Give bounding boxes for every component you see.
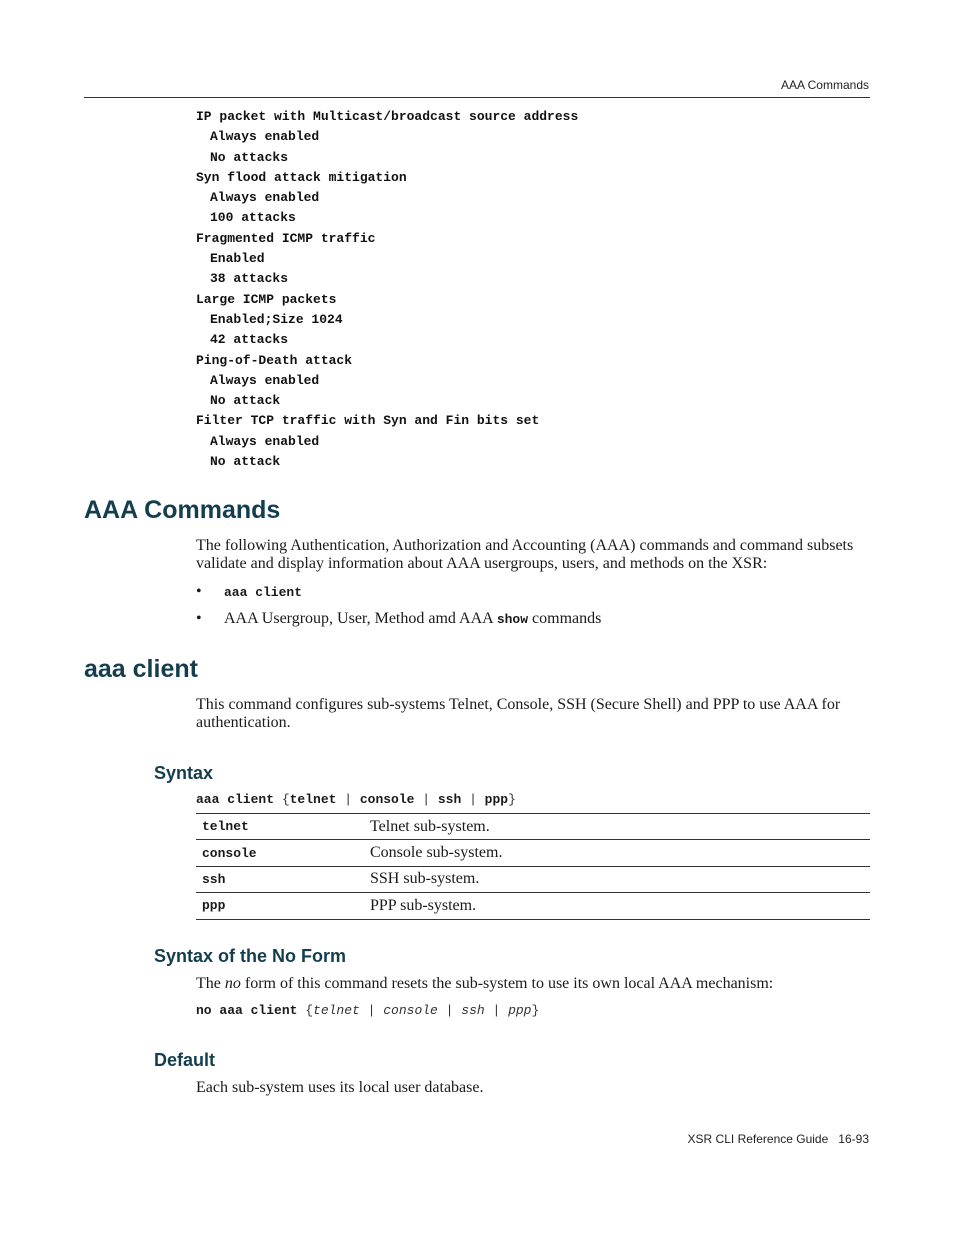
bullet-item-show-commands <box>196 610 601 628</box>
syntax-option: telnet <box>289 792 337 807</box>
syntax-brace: } <box>508 792 516 807</box>
no-form-option: console <box>383 1003 438 1018</box>
header-rule <box>84 97 870 98</box>
table-row <box>196 840 870 866</box>
bullet-code: aaa client <box>224 585 303 600</box>
syntax-command: aaa client <box>196 792 275 807</box>
syntax-heading: Syntax <box>154 763 214 783</box>
no-form-command: no aaa client <box>196 1003 298 1018</box>
code-example-output <box>196 107 578 472</box>
syntax-separator: | <box>461 792 485 807</box>
code-line: Always enabled <box>210 433 320 449</box>
section-title-aaa-client: aaa client <box>84 655 198 683</box>
syntax-separator: | <box>336 792 360 807</box>
default-description: Each sub-system uses its local user database. <box>196 1079 484 1096</box>
syntax-brace: { <box>297 1003 314 1018</box>
no-form-command-line <box>196 1003 539 1018</box>
syntax-separator: | <box>359 1003 384 1018</box>
param-description: PPP sub-system. <box>364 893 870 919</box>
code-line: No attack <box>210 393 281 409</box>
bullet-icon: • <box>196 583 202 600</box>
bullet-code: show <box>496 612 529 627</box>
bullet-item-aaa-client <box>196 583 302 601</box>
param-name: telnet <box>196 814 364 840</box>
syntax-option: ssh <box>437 792 462 807</box>
bullet-text-suffix: commands <box>528 610 602 627</box>
syntax-option: ppp <box>484 792 509 807</box>
syntax-command-line <box>196 792 516 807</box>
code-line: Always enabled <box>210 129 320 145</box>
syntax-brace: } <box>531 1003 540 1018</box>
code-line: Ping-of-Death attack <box>196 352 353 368</box>
param-name: ssh <box>196 866 364 892</box>
param-name: console <box>196 840 364 866</box>
code-line: IP packet with Multicast/broadcast source address <box>196 109 579 124</box>
code-line: 38 attacks <box>210 271 289 287</box>
code-line: Syn flood attack mitigation <box>196 169 407 185</box>
syntax-separator: | <box>437 1003 462 1018</box>
aaa-commands-intro: The following Authentication, Authorization and Accounting (AAA) commands and command subsets validate and display information about AAA usergroups, users, and methods on the XSR: <box>196 537 854 572</box>
no-form-keyword: no <box>224 975 241 992</box>
bullet-text: AAA Usergroup, User, Method amd AAA <box>224 610 497 627</box>
section-title-aaa-commands: AAA Commands <box>84 496 281 524</box>
code-line: Enabled;Size 1024 <box>210 311 343 327</box>
code-line: Enabled <box>210 251 265 267</box>
code-line: 100 attacks <box>210 210 296 226</box>
code-line: Large ICMP packets <box>196 291 337 307</box>
code-line: Always enabled <box>210 372 320 388</box>
no-form-heading: Syntax of the No Form <box>154 946 347 966</box>
table-row <box>196 866 870 892</box>
table-row <box>196 893 870 919</box>
syntax-parameter-table <box>196 813 870 920</box>
code-line: Fragmented ICMP traffic <box>196 230 376 246</box>
syntax-option: console <box>359 792 415 807</box>
default-heading: Default <box>154 1050 216 1070</box>
table-row <box>196 814 870 840</box>
no-form-text-after: form of this command resets the sub-system to use its own local AAA mechanism: <box>240 975 774 992</box>
footer-guide-title: XSR CLI Reference Guide <box>687 1132 829 1146</box>
param-description: Console sub-system. <box>364 840 870 866</box>
bullet-icon: • <box>196 610 202 627</box>
running-header: AAA Commands <box>780 78 869 92</box>
param-description: SSH sub-system. <box>364 866 870 892</box>
param-name: ppp <box>196 893 364 919</box>
no-form-option: ppp <box>508 1003 532 1018</box>
code-line: 42 attacks <box>210 332 289 348</box>
page-footer <box>688 1132 869 1146</box>
code-line: No attack <box>210 454 281 470</box>
code-line: Always enabled <box>210 190 320 206</box>
code-line: Filter TCP traffic with Syn and Fin bits set <box>196 413 540 429</box>
no-form-text: The <box>196 975 225 992</box>
no-form-option: telnet <box>313 1003 360 1018</box>
param-description: Telnet sub-system. <box>364 814 870 840</box>
aaa-client-description: This command configures sub-systems Telnet, Console, SSH (Secure Shell) and PPP to use AAA for authentication. <box>196 696 841 731</box>
no-form-option: ssh <box>461 1003 485 1018</box>
no-form-description <box>196 975 876 993</box>
code-line: No attacks <box>210 149 289 165</box>
syntax-brace: { <box>274 792 290 807</box>
footer-page-number: 16-93 <box>838 1132 869 1146</box>
syntax-separator: | <box>484 1003 509 1018</box>
syntax-separator: | <box>414 792 438 807</box>
